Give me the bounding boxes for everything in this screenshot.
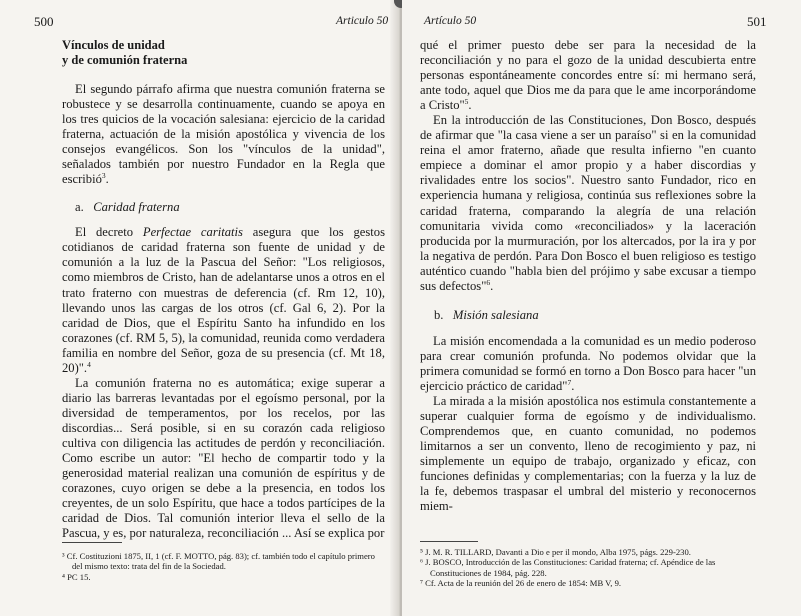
footnotes-left [62,551,380,582]
footnote-ref: 5 [464,97,469,106]
running-head-right: Artículo 50 [424,15,477,27]
footnote-ref: 4 [87,359,91,369]
footnote: ⁵ J. M. R. TILLARD, Davanti a Dio e per il mondo, Alba 1975, págs. 229-230. [420,547,691,557]
left-page [0,0,398,616]
paragraph: La misión encomendada a la comunidad es un medio poderoso para crear comunión profunda. No podemos olvidar que la primera comunidad se formó en torno a Don Bosco para hacer "un ejercicio práctico de caridad"$^7$. [420,333,756,393]
paragraph: La mirada a la misión apostólica nos estimula constantemente a superar cualquier forma de egoísmo y de individualismo. Comprendemos que, en cuanto comunidad, no podemos limitarnos a ser un convento, lleno de recogimiento y paz, ni simplemente un equipo de trabajo, organizado y eficaz, con funciones definidas y complementarias; con la fuerza y la luz de la fe, debemos traspasar el umbral del misterio y reconocernos miem- [420,393,756,514]
right-page [402,0,801,616]
paragraph: En la introducción de las Constituciones, Don Bosco, después de afirmar que "la casa viene a ser un paraíso" si en la comunidad reina el amor fraterno, añade que resulta infierno "en cuanto empiece a dominar el amor propio y a haber discordias y rivalidades entre los socios". Nuestro santo Fundador, rico en experiencia humana y religiosa, continúa sus reflexiones sobre la caridad fraterna, comparando la alegría de una relación comunitaria vivida como «reconciliados» y la laceración producida por la murmuración, por los altercados, por la ira y por la negativa de perdón. Para Don Bosco el buen religioso es testigo auténtico cuando "habla bien del prójimo y sabe excusar a tiempo sus defectos"$^6$. [420,113,756,293]
page-number-right: 501 [747,14,767,29]
running-head-left: Articulo 50 [336,15,389,27]
footnote-ref: 6 [486,277,491,287]
right-text-column [420,38,756,514]
paragraph: qué el primer puesto debe ser para la necesidad de la reconciliación y no para el gozo de la unidad descubierta entre personas espontáneamente concordes entre sí: mi hermano será, ante todo, aquel que Dios me da para que le ame incorporándome a Cristo"$^5$. [420,38,756,113]
paragraph: La comunión fraterna no es automática; exige superar a diario las barreras levantadas por el egoísmo personal, por la diversidad de temperamentos, por los recelos, por las discordias... Será posible, si en su corazón cada religioso cultiva con diligencia las actitudes de perdón y reconciliación. Como escribe un autor: "El hecho de compartir todo y la generosidad material realizan una comunión de espíritus y de corazones, cuyo origen se debe a la presencia, en todos los creyentes, de un solo Espíritu, que hace a todos partícipes de la caridad de Dios. Tal comunión interior lleva el sello de la Pascua, y es, por naturaleza, reconciliación ... Así se explica por [62,375,385,541]
page-number-left: 500 [34,14,54,29]
footnote-rule [62,542,122,543]
subsection-heading: b. Misión salesiana [434,307,539,322]
footnotes-right [420,547,760,589]
footnote: ⁶ J. BOSCO, Introducción de las Constituciones: Caridad fraterna; cf. Apéndice de las Constituciones de 1984, pág. 228. [420,557,716,578]
paragraph: El segundo párrafo afirma que nuestra comunión fraterna se robustece y se desarrolla continuamente, cuando se apoya en los tres quicios de la vocación salesiana: ejercicio de la caridad fraterna, actuación de la misión apostólica y vivencia de los consejos evangélicos. Son los "vínculos de la unidad", señalados también por nuestro Fundador en la Regla que escribió$^3$. [62,82,385,187]
footnote-ref: 3 [101,171,106,181]
paragraph: El decreto Perfectae caritatis asegura que los gestos cotidianos de caridad fraterna son fuente de unidad y de comunión a la luz de la Pascua del Señor: "Los religiosos, como miembros de Cristo, han de adelantarse unos a otros en el trato fraterno con muestras de deferencia (cf. Rm 12, 10), llevando unos las cargas de los otros (cf. Gal 6, 2). Por la caridad de Dios, que el Espíritu Santo ha infundido en los corazones (cf. RM 5, 5), la comunidad, reunida como verdadera familia en nombre del Señor, goza de su presencia (cf. Mt 18, 20)".$^4$ [62,225,385,375]
footnote: ⁴ PC 15. [62,571,91,582]
left-text-column [62,38,385,541]
footnote-ref: 7 [567,377,572,387]
footnote: ³ Cf. Costituzioni 1875, II, 1 (cf. F. MOTTO, pág. 83); cf. también todo el capítulo primero del mismo texto: trata del fin de la Sociedad. [62,551,375,572]
footnote: ⁷ Cf. Acta de la reunión del 26 de enero de 1854: MB V, 9. [420,578,622,589]
footnote-rule [420,541,478,542]
subsection-heading: a. Caridad fraterna [75,200,180,215]
section-title: Vínculos de unidad y de comunión fraterna [62,38,188,67]
